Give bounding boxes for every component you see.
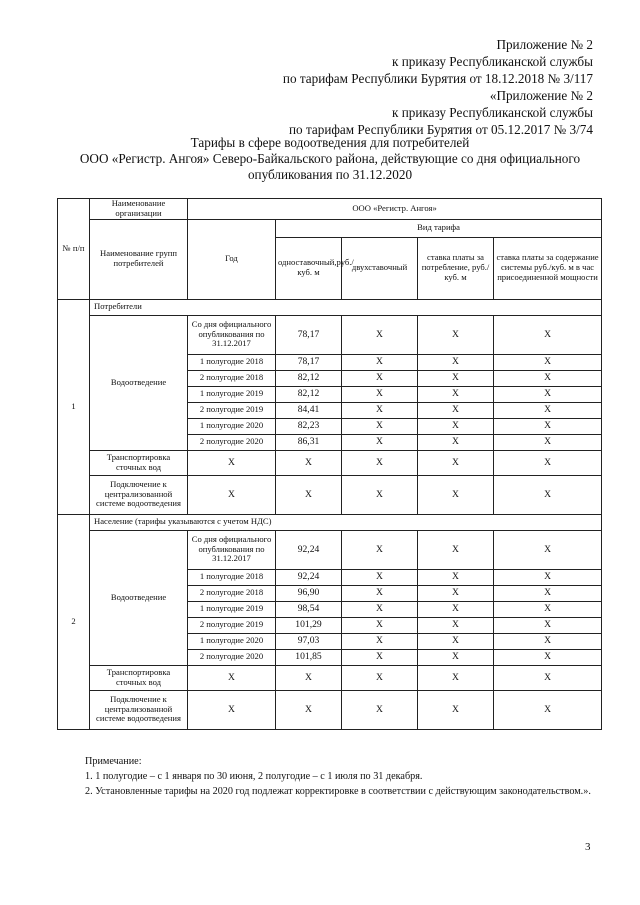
title-line: опубликования по 31.12.2020 xyxy=(247,167,413,182)
consumption-rate: X xyxy=(418,649,494,665)
section-title: Население (тарифы указываются с учетом НДС) xyxy=(90,514,602,530)
one-part-rate: 82,12 xyxy=(276,386,342,402)
one-part-rate: 92,24 xyxy=(276,569,342,585)
consumption-rate: X xyxy=(418,370,494,386)
table-row xyxy=(58,514,602,530)
two-part-rate: X xyxy=(342,354,418,370)
col-header-org-label: Наименование организации xyxy=(90,199,188,220)
table-row xyxy=(58,450,602,475)
two-part-rate: X xyxy=(342,475,418,514)
period-cell: 1 полугодие 2019 xyxy=(188,386,276,402)
table-row xyxy=(58,530,602,569)
consumption-rate: X xyxy=(418,402,494,418)
consumption-rate: X xyxy=(418,617,494,633)
maintenance-rate: X xyxy=(494,601,602,617)
maintenance-rate: X xyxy=(494,386,602,402)
maintenance-rate: X xyxy=(494,434,602,450)
two-part-rate: X xyxy=(342,434,418,450)
table-row xyxy=(58,665,602,690)
one-part-rate: 98,54 xyxy=(276,601,342,617)
maintenance-rate: X xyxy=(494,450,602,475)
header-line: по тарифам Республики Бурятия от 18.12.2018 № 3/117 xyxy=(282,71,593,86)
two-part-rate: X xyxy=(342,617,418,633)
two-part-rate: X xyxy=(342,450,418,475)
two-part-rate: X xyxy=(342,386,418,402)
appendix-header xyxy=(283,36,593,138)
one-part-rate: 78,17 xyxy=(276,315,342,354)
consumption-rate: X xyxy=(418,434,494,450)
one-part-rate: 86,31 xyxy=(276,434,342,450)
col-header-tariff-type: Вид тарифа xyxy=(276,219,602,237)
two-part-rate: X xyxy=(342,649,418,665)
period-cell: 1 полугодие 2020 xyxy=(188,633,276,649)
note-item: 2. Установленные тарифы на 2020 год подлежат корректировке в соответствии с действующим законодательством.». xyxy=(85,786,591,797)
col-header-rate-consumption: ставка платы за потребление, руб./ куб. м xyxy=(418,237,494,299)
header-row xyxy=(58,199,602,220)
maintenance-rate: X xyxy=(494,617,602,633)
col-header-groups: Наименование групп потребителей xyxy=(90,219,188,299)
header-line: по тарифам Республики Бурятия от 05.12.2017 № 3/74 xyxy=(289,122,593,137)
period-cell: 1 полугодие 2018 xyxy=(188,569,276,585)
two-part-rate: X xyxy=(342,530,418,569)
col-header-year: Год xyxy=(188,219,276,299)
maintenance-rate: X xyxy=(494,418,602,434)
period-cell: 1 полугодие 2019 xyxy=(188,601,276,617)
consumption-rate: X xyxy=(418,601,494,617)
maintenance-rate: X xyxy=(494,315,602,354)
header-line: к приказу Республиканской службы xyxy=(391,54,593,69)
service-label: Подключение к централизованной системе водоотведения xyxy=(90,475,188,514)
period-cell: 2 полугодие 2020 xyxy=(188,434,276,450)
one-part-rate: 96,90 xyxy=(276,585,342,601)
maintenance-rate: X xyxy=(494,569,602,585)
document-title xyxy=(60,135,600,183)
one-part-rate: 101,29 xyxy=(276,617,342,633)
one-part-rate: X xyxy=(276,450,342,475)
maintenance-rate: X xyxy=(494,690,602,729)
consumer-group: Водоотведение xyxy=(90,530,188,665)
note-item: 1. 1 полугодие – с 1 января по 30 июня, 2 полугодие – с 1 июля по 31 декабря. xyxy=(85,771,423,782)
consumption-rate: X xyxy=(418,665,494,690)
consumption-rate: X xyxy=(418,633,494,649)
two-part-rate: X xyxy=(342,690,418,729)
consumption-rate: X xyxy=(418,569,494,585)
period-cell: 2 полугодие 2020 xyxy=(188,649,276,665)
notes xyxy=(85,754,591,799)
maintenance-rate: X xyxy=(494,585,602,601)
period-cell: Со дня официального опубликования по 31.12.2017 xyxy=(188,315,276,354)
consumption-rate: X xyxy=(418,386,494,402)
maintenance-rate: X xyxy=(494,530,602,569)
section-number: 1 xyxy=(58,299,90,514)
header-line: «Приложение № 2 xyxy=(489,88,593,103)
two-part-rate: X xyxy=(342,633,418,649)
one-part-rate: X xyxy=(276,690,342,729)
table-row xyxy=(58,299,602,315)
consumption-rate: X xyxy=(418,418,494,434)
period-cell: 2 полугодие 2019 xyxy=(188,617,276,633)
two-part-rate: X xyxy=(342,585,418,601)
maintenance-rate: X xyxy=(494,649,602,665)
consumption-rate: X xyxy=(418,450,494,475)
col-header-one-part: одноставочный,руб./ куб. м xyxy=(276,237,342,299)
section-number: 2 xyxy=(58,514,90,729)
maintenance-rate: X xyxy=(494,402,602,418)
consumption-rate: X xyxy=(418,475,494,514)
one-part-rate: 78,17 xyxy=(276,354,342,370)
consumption-rate: X xyxy=(418,585,494,601)
two-part-rate: X xyxy=(342,370,418,386)
maintenance-rate: X xyxy=(494,354,602,370)
title-line: Тарифы в сфере водоотведения для потребителей xyxy=(190,135,470,150)
two-part-rate: X xyxy=(342,315,418,354)
one-part-rate: 82,12 xyxy=(276,370,342,386)
service-label: Транспортировка сточных вод xyxy=(90,665,188,690)
col-header-two-part: двухставочный xyxy=(342,237,418,299)
tariff-table-body xyxy=(58,199,602,730)
consumer-group: Водоотведение xyxy=(90,315,188,450)
header-line: к приказу Республиканской службы xyxy=(391,105,593,120)
period-cell: Со дня официального опубликования по 31.12.2017 xyxy=(188,530,276,569)
table-row xyxy=(58,690,602,729)
section-title: Потребители xyxy=(90,299,602,315)
maintenance-rate: X xyxy=(494,475,602,514)
table-row xyxy=(58,475,602,514)
one-part-rate: X xyxy=(276,665,342,690)
one-part-rate: 84,41 xyxy=(276,402,342,418)
col-header-rate-maintenance: ставка платы за содержание системы руб./куб. м в час присоединенной мощности xyxy=(494,237,602,299)
one-part-rate: 82,23 xyxy=(276,418,342,434)
notes-heading: Примечание: xyxy=(85,756,142,767)
two-part-rate: X xyxy=(342,601,418,617)
consumption-rate: X xyxy=(418,315,494,354)
period-cell: 1 полугодие 2020 xyxy=(188,418,276,434)
period-cell: X xyxy=(188,450,276,475)
header-row xyxy=(58,219,602,237)
one-part-rate: 101,85 xyxy=(276,649,342,665)
maintenance-rate: X xyxy=(494,370,602,386)
period-cell: 2 полугодие 2018 xyxy=(188,585,276,601)
service-label: Подключение к централизованной системе водоотведения xyxy=(90,690,188,729)
period-cell: 1 полугодие 2018 xyxy=(188,354,276,370)
one-part-rate: 92,24 xyxy=(276,530,342,569)
period-cell: X xyxy=(188,690,276,729)
two-part-rate: X xyxy=(342,665,418,690)
two-part-rate: X xyxy=(342,402,418,418)
service-label: Транспортировка сточных вод xyxy=(90,450,188,475)
consumption-rate: X xyxy=(418,354,494,370)
period-cell: 2 полугодие 2019 xyxy=(188,402,276,418)
period-cell: 2 полугодие 2018 xyxy=(188,370,276,386)
maintenance-rate: X xyxy=(494,633,602,649)
period-cell: X xyxy=(188,475,276,514)
col-header-org-name: ООО «Регистр. Ангоя» xyxy=(188,199,602,220)
consumption-rate: X xyxy=(418,690,494,729)
title-line: ООО «Регистр. Ангоя» Северо-Байкальского района, действующие со дня официального xyxy=(79,151,581,166)
two-part-rate: X xyxy=(342,418,418,434)
maintenance-rate: X xyxy=(494,665,602,690)
one-part-rate: X xyxy=(276,475,342,514)
two-part-rate: X xyxy=(342,569,418,585)
header-line: Приложение № 2 xyxy=(496,37,593,52)
table-row xyxy=(58,315,602,354)
one-part-rate: 97,03 xyxy=(276,633,342,649)
col-header-num: № п/п xyxy=(58,199,90,300)
consumption-rate: X xyxy=(418,530,494,569)
page-number: 3 xyxy=(585,841,591,853)
period-cell: X xyxy=(188,665,276,690)
tariff-table xyxy=(57,198,602,730)
